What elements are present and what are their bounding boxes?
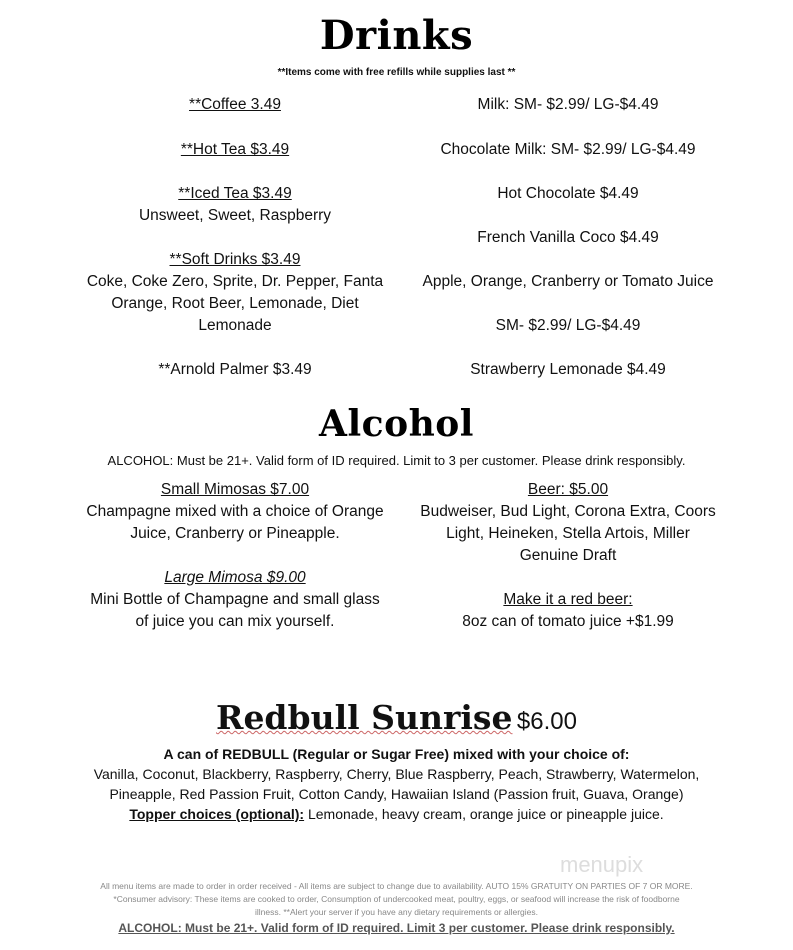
- iced-tea: **Iced Tea $3.49: [178, 185, 292, 202]
- french-vanilla: French Vanilla Coco $4.49: [477, 229, 659, 246]
- juice: Apple, Orange, Cranberry or Tomato Juice: [422, 273, 714, 290]
- milk: Milk: SM- $2.99/ LG-$4.49: [477, 96, 659, 113]
- soft-drinks-desc: Orange, Root Beer, Lemonade, Diet: [111, 295, 359, 312]
- hot-chocolate: Hot Chocolate $4.49: [497, 185, 639, 202]
- beer: Beer: $5.00: [527, 481, 609, 498]
- soft-drinks-desc: Lemonade: [198, 317, 272, 334]
- red-beer: Make it a red beer:: [503, 591, 633, 608]
- redbull-title: Redbull Sunrise: [216, 698, 513, 737]
- chocolate-milk: Chocolate Milk: SM- $2.99/ LG-$4.49: [440, 141, 696, 158]
- footer-line: All menu items are made to order in order received - All items are subject to change due to availability. AUTO 15% GRATUITY ON PARTIES OF 7 OR MORE.: [100, 881, 693, 891]
- iced-tea-desc: Unsweet, Sweet, Raspberry: [138, 207, 332, 224]
- soft-drinks: **Soft Drinks $3.49: [169, 251, 301, 268]
- topper-choices: [0, 803, 793, 825]
- redbull-intro: A can of REDBULL (Regular or Sugar Free) mixed with your choice of:: [163, 746, 630, 762]
- topper-text: Lemonade, heavy cream, orange juice or pineapple juice.: [304, 806, 664, 822]
- footer-line: illness. **Alert your server if you have any dietary requirements or allergies.: [255, 907, 538, 917]
- topper-label: Topper choices (optional):: [129, 806, 305, 822]
- soft-drinks-desc: Coke, Coke Zero, Sprite, Dr. Pepper, Fanta: [86, 273, 384, 290]
- red-beer-desc: 8oz can of tomato juice +$1.99: [462, 613, 674, 630]
- large-mimosa-desc: of juice you can mix yourself.: [135, 613, 335, 630]
- small-mimosa-desc: Champagne mixed with a choice of Orange: [86, 503, 384, 520]
- menupix-watermark: menupix: [560, 852, 644, 877]
- footer-alcohol: ALCOHOL: Must be 21+. Valid form of ID required. Limit 3 per customer. Please drink responsibly.: [118, 921, 675, 935]
- drinks-note: **Items come with free refills while supplies last **: [277, 67, 516, 78]
- redbull-flavors: Vanilla, Coconut, Blackberry, Raspberry, Cherry, Blue Raspberry, Peach, Strawberry, Watermelon,: [93, 766, 700, 782]
- large-mimosa: Large Mimosa $9.00: [164, 569, 306, 586]
- redbull-price: $6.00: [516, 708, 577, 735]
- alcohol-note: ALCOHOL: Must be 21+. Valid form of ID required. Limit to 3 per customer. Please drink responsibly.: [107, 453, 686, 468]
- beer-desc: Light, Heineken, Stella Artois, Miller: [446, 525, 690, 542]
- drinks-title: Drinks: [319, 12, 474, 59]
- arnold-palmer: **Arnold Palmer $3.49: [158, 361, 312, 378]
- beer-desc: Genuine Draft: [519, 547, 617, 564]
- hot-tea: **Hot Tea $3.49: [180, 141, 290, 158]
- redbull-heading: [0, 698, 793, 737]
- redbull-flavors: Pineapple, Red Passion Fruit, Cotton Candy, Hawaiian Island (Passion fruit, Guava, Orange): [109, 786, 684, 802]
- juice-price: SM- $2.99/ LG-$4.49: [495, 317, 641, 334]
- small-mimosa: Small Mimosas $7.00: [160, 481, 310, 498]
- footer-line: *Consumer advisory: These items are cooked to order, Consumption of undercooked meat, poultry, eggs, or seafood will increase the risk of foodborne: [113, 894, 680, 904]
- coffee: **Coffee 3.49: [189, 96, 281, 113]
- strawberry-lemonade: Strawberry Lemonade $4.49: [470, 361, 666, 378]
- beer-desc: Budweiser, Bud Light, Corona Extra, Coors: [420, 503, 716, 520]
- large-mimosa-desc: Mini Bottle of Champagne and small glass: [90, 591, 380, 608]
- small-mimosa-desc: Juice, Cranberry or Pineapple.: [130, 525, 340, 542]
- alcohol-title: Alcohol: [319, 403, 474, 445]
